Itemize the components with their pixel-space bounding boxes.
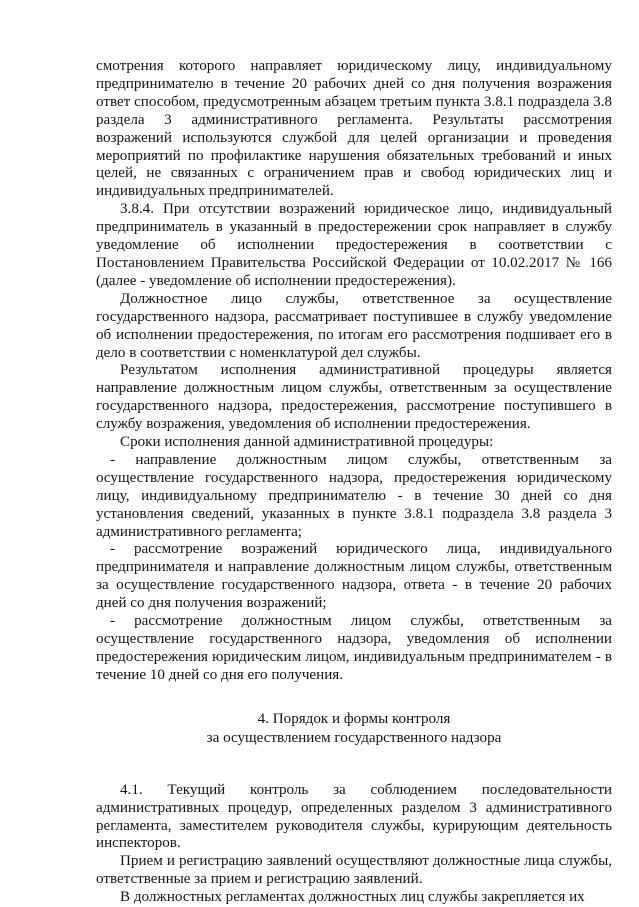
list-item: - рассмотрение должностным лицом службы, ответственным за осуществление государственного надзора, уведомления об исполнении предостережения юридическим лицом, индивидуальным предпринимателем - в течение 10 дней со дня его получения. <box>96 613 612 683</box>
document-body <box>96 58 612 907</box>
section-heading <box>96 710 612 748</box>
paragraph: Результатом исполнения административной процедуры является направление должностным лицом службы, ответственным за осуществление государственного надзора, предостережения, рассмотрение поступившего в службу возражения, уведомления об исполнении предостережения. <box>96 362 612 433</box>
list-item: - рассмотрение возражений юридического лица, индивидуального предпринимателя и направление должностным лицом службы, ответственным за осуществление государственного надзора, ответа - в течение 20 рабочих дней со дня получения возражений; <box>96 541 612 612</box>
list-item: - направление должностным лицом службы, ответственным за осуществление государственного надзора, предостережения юридическому лицу, индивидуальному предпринимателю - в течение 30 дней со дня установления сведений, указанных в пункте 3.8.1 подраздела 3.8 раздела 3 административного регламента; <box>96 451 612 540</box>
paragraph: 4.1. Текущий контроль за соблюдением последовательности административных процедур, определенных разделом 3 административного регламента, заместителем руководителя службы, курирующим деятельность инспекторов. <box>96 781 612 852</box>
paragraph: Прием и регистрацию заявлений осуществляют должностные лица службы, ответственные за прием и регистрацию заявлений. <box>96 853 612 888</box>
paragraph: 3.8.4. При отсутствии возражений юридическое лицо, индивидуальный предприниматель в указанный в предостережении срок направляет в службу уведомление об исполнении предостережения в соответствии с Постановлением Правительства Российской Федерации от 10.02.2017 № 166 (далее - уведомление об исполнении предостережения). <box>96 201 612 289</box>
paragraph: Сроки исполнения данной административной процедуры: <box>120 434 494 451</box>
section-heading-subtitle: за осуществлением государственного надзора <box>206 729 502 746</box>
paragraph: смотрения которого направляет юридическому лицу, индивидуальному предпринимателю в течение 20 рабочих дней со дня получения возражения ответ способом, предусмотренным абзацем третьим пункта 3.8.1 подраздела 3.8 раздела 3 административного регламента. Результаты рассмотрения возражений используются службой для целей организации и проведения мероприятий по профилактике нарушения обязательных требований и иных целей, не связанных с ограничением прав и свобод юридических лиц и индивидуальных предпринимателей. <box>96 58 612 200</box>
paragraph: Должностное лицо службы, ответственное за осуществление государственного надзора, рассматривает поступившее в службу уведомление об исполнении предостережения, по итогам его рассмотрения подшивает его в дело в соответствии с номенклатурой дел службы. <box>96 290 612 361</box>
paragraph: В должностных регламентах должностных лиц службы закрепляется их <box>120 889 585 906</box>
section-heading-title: 4. Порядок и формы контроля <box>257 710 451 727</box>
